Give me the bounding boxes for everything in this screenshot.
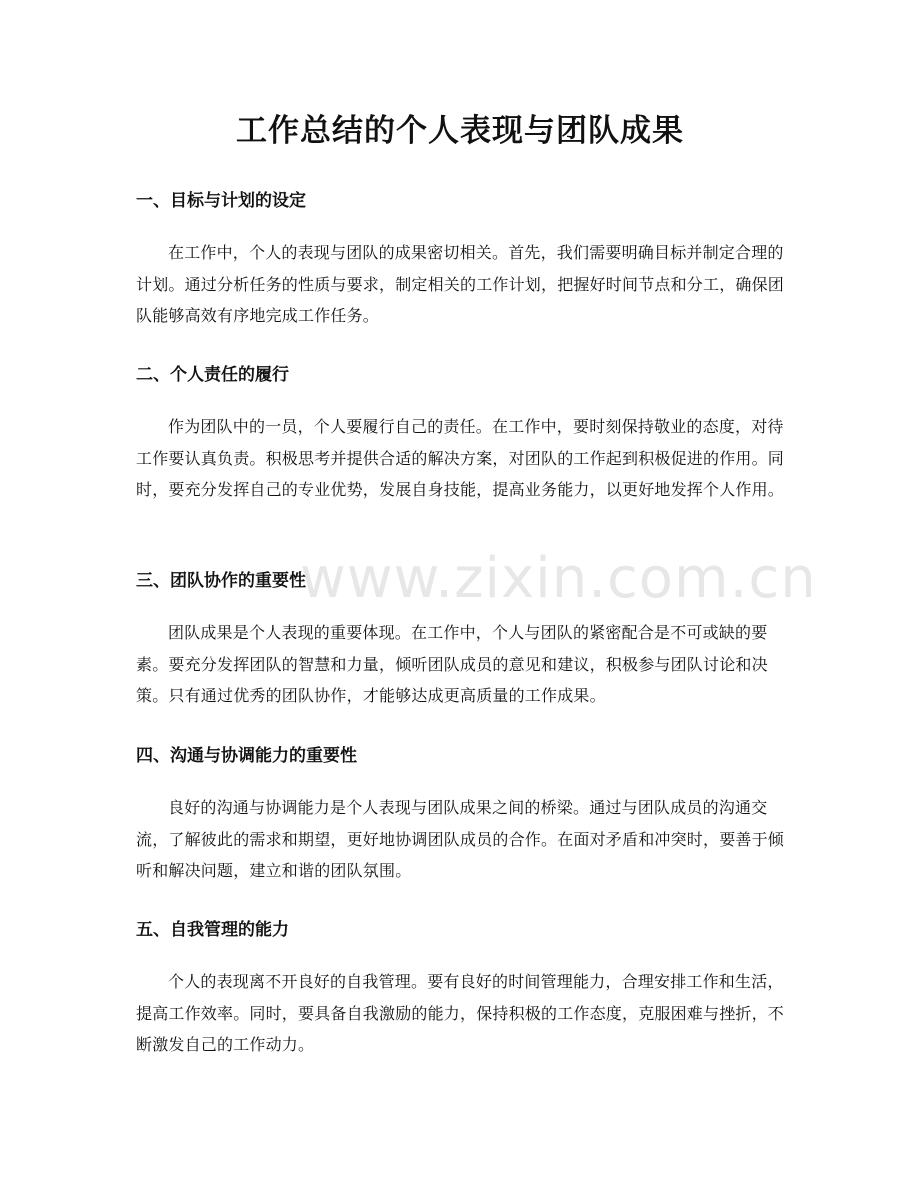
section-heading: 一、目标与计划的设定 bbox=[136, 191, 306, 211]
section-self-management bbox=[136, 918, 784, 1061]
section-communication-coordination bbox=[136, 744, 784, 887]
section-goals-and-plans bbox=[136, 189, 784, 332]
section-personal-responsibility bbox=[136, 363, 784, 506]
section-paragraph: 团队成果是个人表现的重要体现。在工作中，个人与团队的紧密配合是不可或缺的要素。要充分发挥团队的智慧和力量，倾听团队成员的意见和建议，积极参与团队讨论和决策。只有通过优秀的团队协作，才能够达成更高质量的工作成果。 bbox=[136, 623, 768, 705]
watermark: www.zixin.com.cn bbox=[300, 546, 817, 611]
section-paragraph: 作为团队中的一员，个人要履行自己的责任。在工作中，要时刻保持敬业的态度，对待工作要认真负责。积极思考并提供合适的解决方案，对团队的工作起到积极促进的作用。同时，要充分发挥自己的专业优势，发展自身技能，提高业务能力，以更好地发挥个人作用。 bbox=[136, 417, 785, 499]
section-paragraph: 在工作中，个人的表现与团队的成果密切相关。首先，我们需要明确目标并制定合理的计划。通过分析任务的性质与要求，制定相关的工作计划，把握好时间节点和分工，确保团队能够高效有序地完成工作任务。 bbox=[136, 243, 785, 325]
section-heading: 三、团队协作的重要性 bbox=[136, 571, 306, 591]
section-team-collaboration bbox=[136, 569, 784, 712]
document-title: 工作总结的个人表现与团队成果 bbox=[236, 113, 684, 149]
section-heading: 五、自我管理的能力 bbox=[136, 920, 289, 940]
section-heading: 二、个人责任的履行 bbox=[136, 365, 289, 385]
section-heading: 四、沟通与协调能力的重要性 bbox=[136, 746, 357, 766]
section-paragraph: 个人的表现离不开良好的自我管理。要有良好的时间管理能力，合理安排工作和生活，提高工作效率。同时，要具备自我激励的能力，保持积极的工作态度，克服困难与挫折，不断激发自己的工作动力。 bbox=[136, 972, 785, 1054]
section-paragraph: 良好的沟通与协调能力是个人表现与团队成果之间的桥梁。通过与团队成员的沟通交流，了解彼此的需求和期望，更好地协调团队成员的合作。在面对矛盾和冲突时，要善于倾听和解决问题，建立和谐的团队氛围。 bbox=[136, 798, 785, 880]
